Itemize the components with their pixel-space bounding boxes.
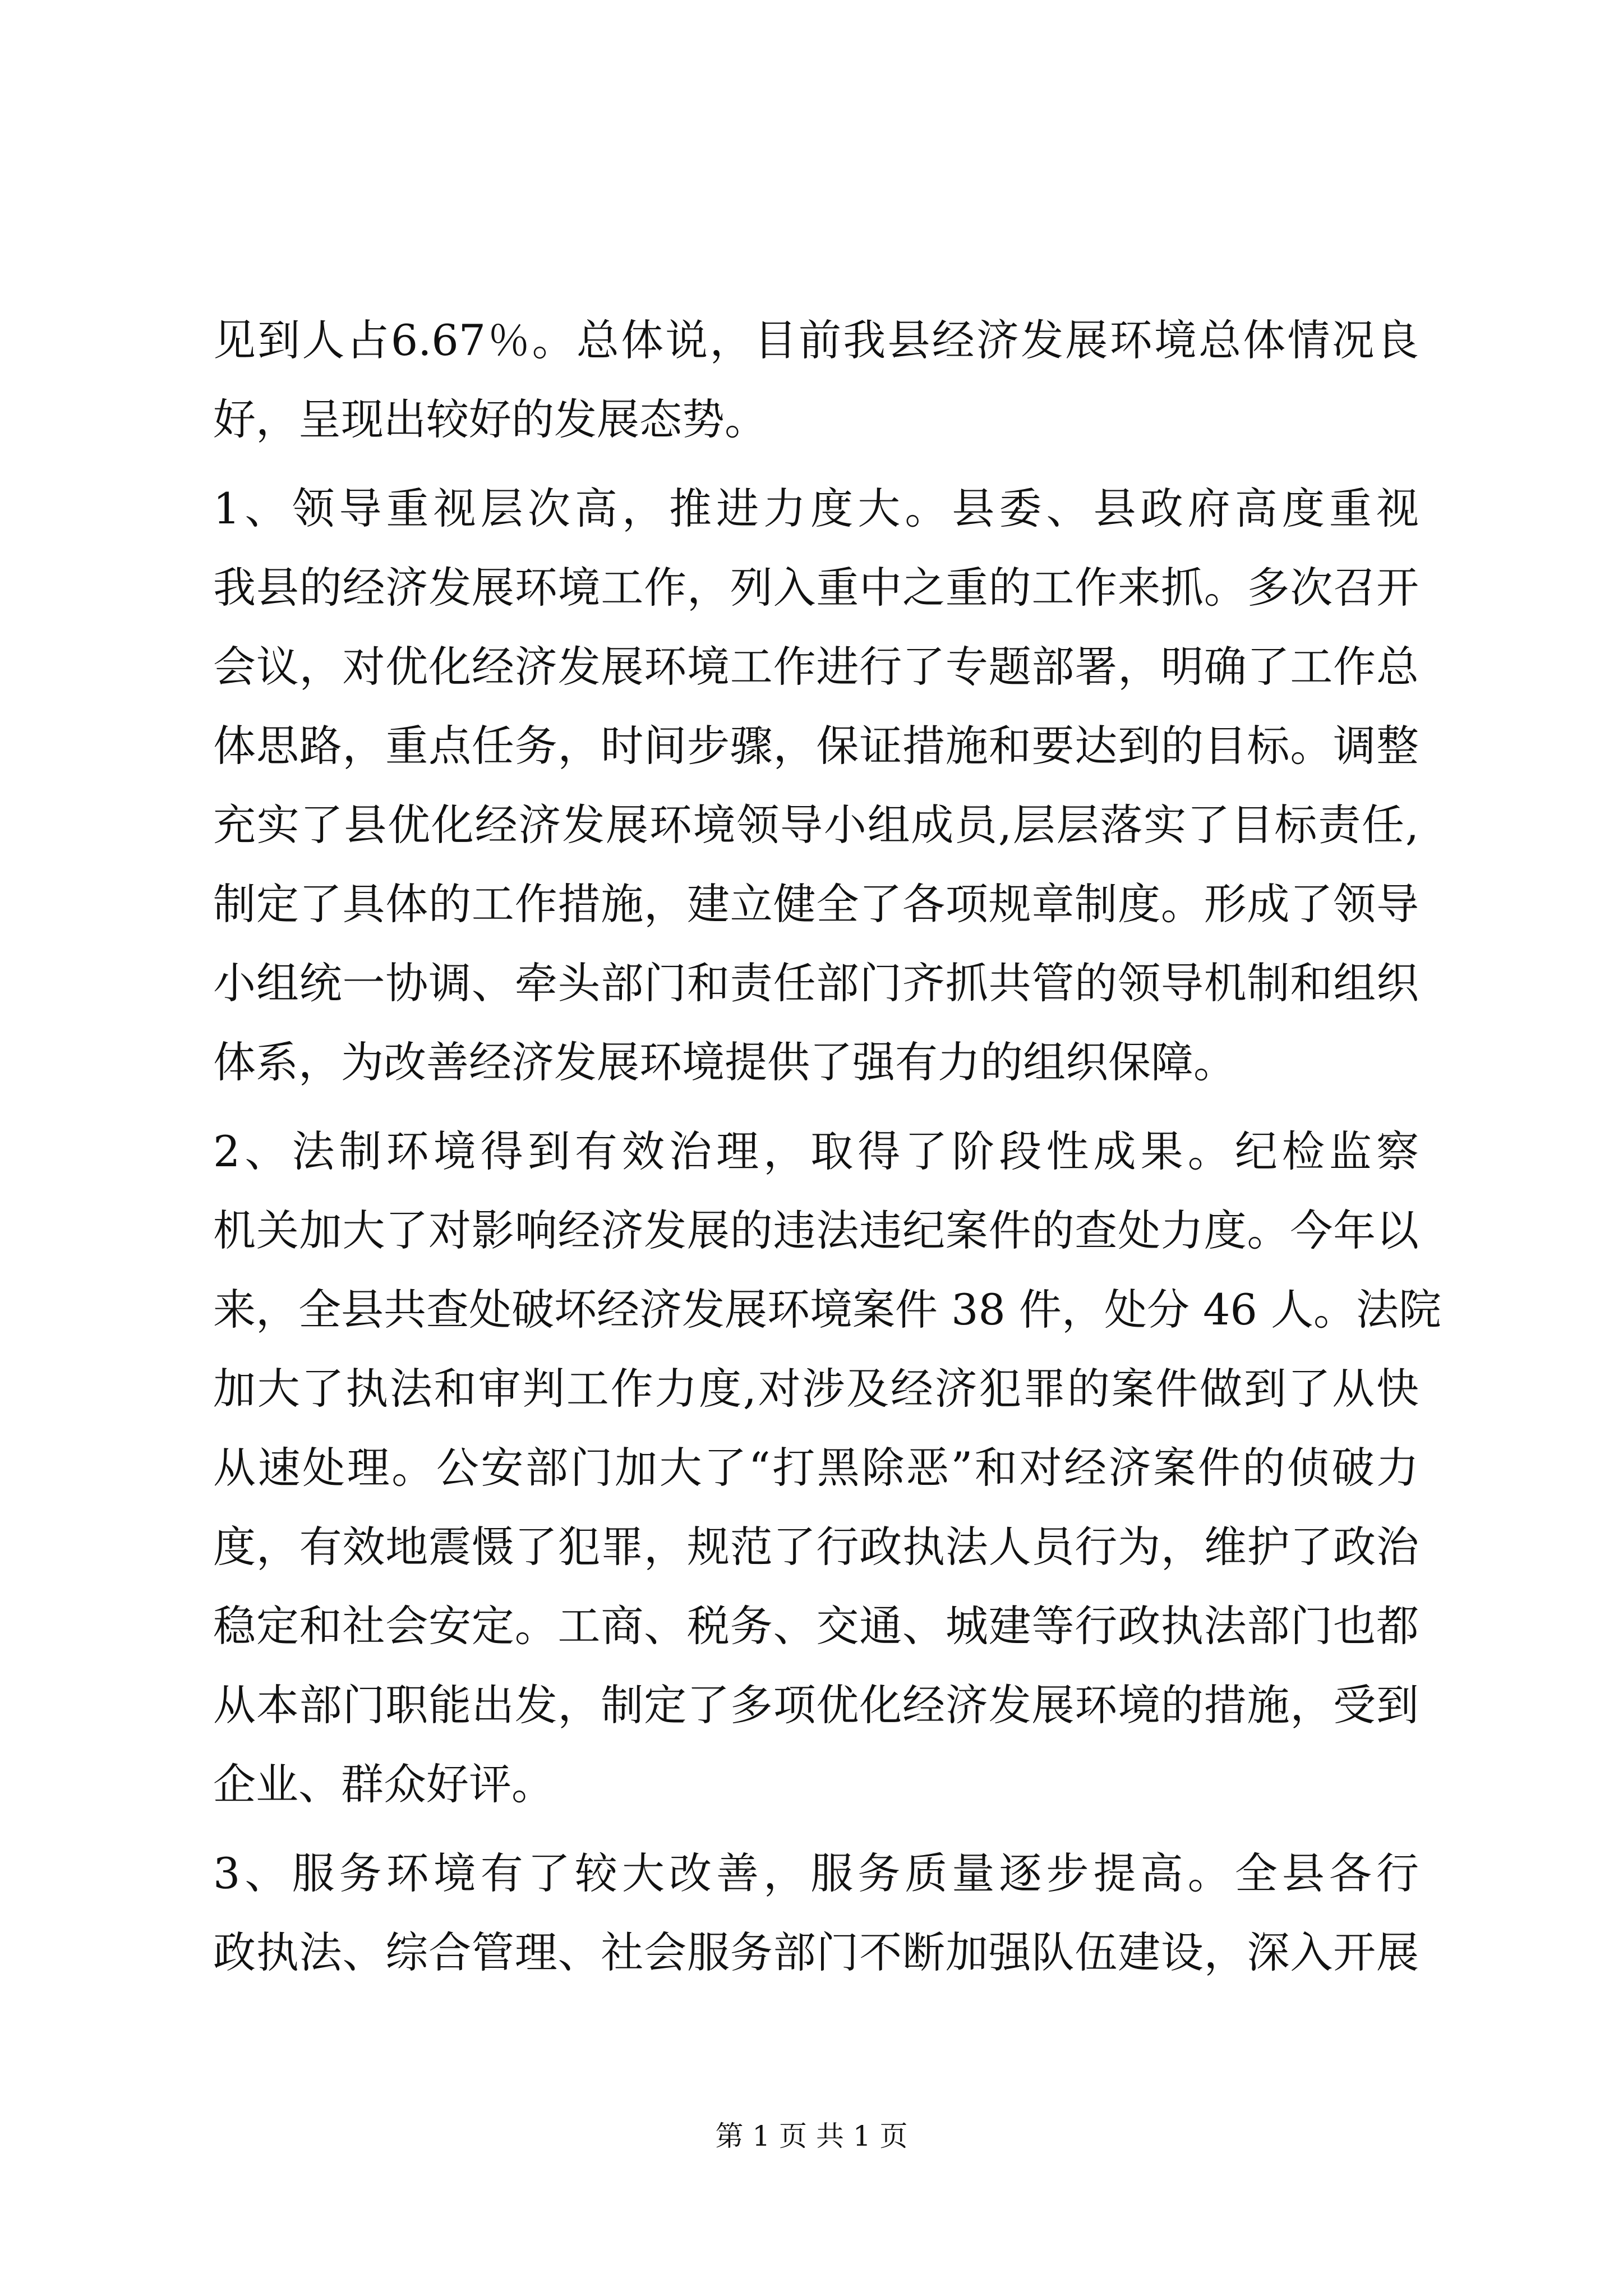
text-line: 1、领导重视层次高，推进力度大。县委、县政府高度重视 xyxy=(213,484,1419,533)
text-line: 稳定和社会安定。工商、税务、交通、城建等行政执法部门也都 xyxy=(213,1601,1419,1651)
text-line: 度，有效地震慑了犯罪，规范了行政执法人员行为，维护了政治 xyxy=(213,1522,1419,1572)
document-body xyxy=(213,301,1442,2002)
page-number-label: 第 1 页 共 1 页 xyxy=(715,2120,908,2152)
text-line: 来，全县共查处破坏经济发展环境案件 38 件，处分 46 人。法院 xyxy=(213,1285,1442,1335)
text-line: 2、法制环境得到有效治理，取得了阶段性成果。纪检监察 xyxy=(213,1126,1419,1176)
paragraph-2 xyxy=(213,469,1419,1102)
text-line: 体系，为改善经济发展环境提供了强有力的组织保障。 xyxy=(213,1037,1236,1087)
paragraph-1 xyxy=(213,301,1419,459)
paragraph-3 xyxy=(213,1112,1442,1824)
text-line: 会议，对优化经济发展环境工作进行了专题部署，明确了工作总 xyxy=(213,642,1419,692)
text-line: 我县的经济发展环境工作，列入重中之重的工作来抓。多次召开 xyxy=(213,563,1419,613)
text-line: 好，呈现出较好的发展态势。 xyxy=(213,394,767,444)
text-line: 政执法、综合管理、社会服务部门不断加强队伍建设，深入开展 xyxy=(213,1927,1419,1977)
page-footer xyxy=(0,2114,1623,2154)
text-line: 3、服务环境有了较大改善，服务质量逐步提高。全县各行 xyxy=(213,1848,1419,1898)
text-line: 加大了执法和审判工作力度,对涉及经济犯罪的案件做到了从快 xyxy=(213,1364,1419,1414)
paragraph-4 xyxy=(213,1834,1419,1992)
text-line: 小组统一协调、牵头部门和责任部门齐抓共管的领导机制和组织 xyxy=(213,958,1419,1008)
text-line: 从本部门职能出发，制定了多项优化经济发展环境的措施，受到 xyxy=(213,1680,1419,1730)
text-line: 从速处理。公安部门加大了“打黑除恶”和对经济案件的侦破力 xyxy=(213,1443,1419,1493)
text-line: 充实了县优化经济发展环境领导小组成员,层层落实了目标责任, xyxy=(213,800,1419,850)
text-line: 机关加大了对影响经济发展的违法违纪案件的查处力度。今年以 xyxy=(213,1205,1419,1255)
text-line: 体思路，重点任务，时间步骤，保证措施和要达到的目标。调整 xyxy=(213,721,1419,771)
text-line: 见到人占6.67％。总体说，目前我县经济发展环境总体情况良 xyxy=(213,315,1419,365)
text-line: 制定了具体的工作措施，建立健全了各项规章制度。形成了领导 xyxy=(213,879,1419,929)
text-line: 企业、群众好评。 xyxy=(213,1759,554,1809)
